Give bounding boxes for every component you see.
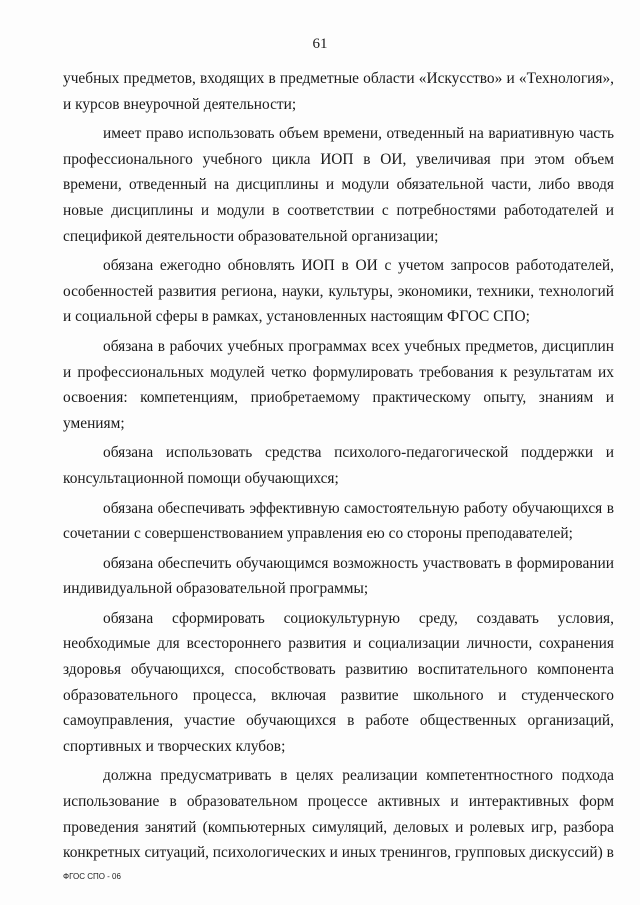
paragraph-annual-update: обязана ежегодно обновлять ИОП в ОИ с учетом запросов работодателей, особенностей развития региона, науки, культуры, экономики, техники, технологий и социальной сферы в рамках, установленных настоящим ФГОС СПО;	[63, 257, 614, 326]
paragraph-individual-program: обязана обеспечить обучающимся возможность участвовать в формировании индивидуальной образовательной программы;	[63, 554, 614, 598]
paragraph-learning-outcomes: обязана в рабочих учебных программах всех учебных предметов, дисциплин и профессиональных модулей четко формулировать требования к результатам их освоения: компетенциям, приобретаемому практическому опыту, знаниям и умениям;	[63, 337, 614, 432]
paragraph-continuation: учебных предметов, входящих в предметные области «Искусство» и «Технология», и курсов внеурочной деятельности;	[63, 70, 614, 113]
paragraph-psych-support: обязана использовать средства психолого-педагогической поддержки и консультационной помощи обучающихся;	[63, 444, 614, 487]
page-body	[63, 66, 614, 866]
paragraph-variable-time: имеет право использовать объем времени, отведенный на вариативную часть профессионального учебного цикла ИОП в ОИ, увеличивая при этом объем времени, отведенный на дисциплины и модули обязательной части, либо вводя новые дисциплины и модули в соответствии с потребностями работодателей и спецификой деятельности образовательной организации;	[63, 125, 614, 245]
page-number: 61	[312, 36, 328, 52]
paragraph-interactive-forms: должна предусматривать в целях реализации компетентностного подхода использование в образовательном процессе активных и интерактивных форм проведения занятий (компьютерных симуляций, деловых и ролевых игр, разбора конкретных ситуаций, психологических и иных тренингов, групповых дискуссий) в	[63, 767, 614, 862]
paragraph-independent-work: обязана обеспечивать эффективную самостоятельную работу обучающихся в сочетании с совершенствованием управления ею со стороны преподавателей;	[63, 499, 614, 543]
paragraph-sociocultural-environment: обязана сформировать социокультурную среду, создавать условия, необходимые для всестороннего развития и социализации личности, сохранения здоровья обучающихся, способствовать развитию воспитательного компонента образовательного процесса, включая развитие школьного и студенческого самоуправления, участие обучающихся в работе общественных организаций, спортивных и творческих клубов;	[63, 609, 614, 755]
footer-code: ФГОС СПО - 06	[63, 872, 121, 881]
